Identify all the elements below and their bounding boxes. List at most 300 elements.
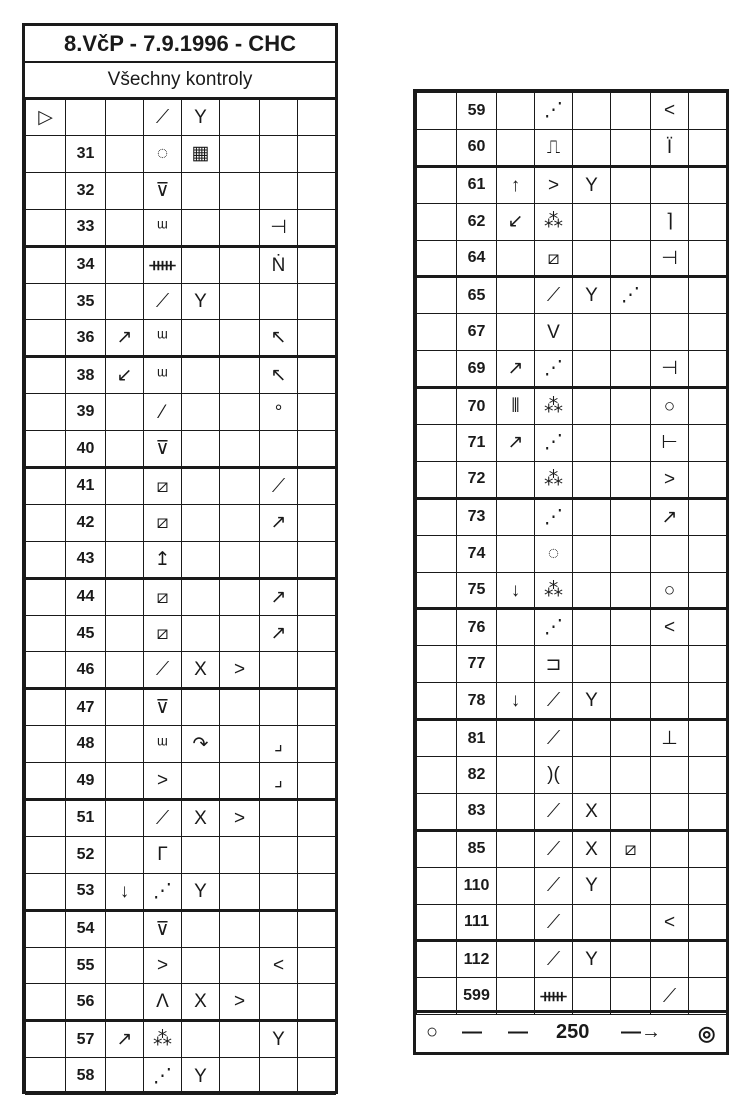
control-row — [26, 984, 336, 1021]
control-symbol-col-6 — [689, 351, 727, 388]
control-row — [26, 357, 336, 394]
control-symbol-col-4: ⧄ — [611, 830, 651, 867]
control-number: 599 — [457, 978, 497, 1015]
control-symbol-col-5: ↖ — [260, 357, 298, 394]
control-symbol-col-2: ᵚ — [144, 209, 182, 246]
control-symbol-col-2: ⧄ — [535, 240, 573, 277]
control-row — [26, 136, 336, 173]
control-number: 42 — [66, 504, 106, 541]
control-symbol-col-5 — [260, 541, 298, 578]
right-blank-cell — [417, 461, 457, 498]
control-symbol-col-1 — [497, 240, 535, 277]
control-number: 70 — [457, 388, 497, 425]
control-symbol-col-2: ⟋ — [535, 683, 573, 720]
control-symbol-col-4 — [611, 646, 651, 683]
control-symbol-col-1 — [106, 947, 144, 984]
control-symbol-col-5: ⊣ — [651, 240, 689, 277]
control-symbol-col-6 — [298, 652, 336, 689]
control-symbol-col-1 — [497, 314, 535, 351]
control-symbol-col-4 — [220, 947, 260, 984]
control-symbol-col-4 — [220, 283, 260, 320]
control-symbol-col-6 — [298, 246, 336, 283]
control-symbol-col-1 — [106, 615, 144, 652]
control-symbol-col-1 — [497, 646, 535, 683]
control-symbol-col-2: ⟋ — [535, 941, 573, 978]
control-symbol-col-3: X — [182, 984, 220, 1021]
right-blank-cell — [417, 683, 457, 720]
control-symbol-col-5 — [651, 867, 689, 904]
control-number: 73 — [457, 498, 497, 535]
control-symbol-col-4 — [220, 172, 260, 209]
control-symbol-col-2: ⊽ — [144, 689, 182, 726]
control-row — [26, 873, 336, 910]
control-symbol-col-4 — [611, 351, 651, 388]
event-title: 8.VčP - 7.9.1996 - CHC — [25, 26, 335, 63]
control-number: 32 — [66, 172, 106, 209]
control-row — [417, 314, 727, 351]
control-row — [26, 836, 336, 873]
left-blank-cell — [26, 1058, 66, 1095]
control-row — [417, 93, 727, 130]
control-symbol-col-2: ⋰ — [144, 1058, 182, 1095]
left-blank-cell — [26, 726, 66, 763]
control-symbol-col-6 — [689, 793, 727, 830]
control-symbol-col-5 — [651, 941, 689, 978]
control-symbol-col-2: ⟋ — [535, 867, 573, 904]
control-symbol-col-4 — [611, 757, 651, 794]
control-symbol-col-2: ⧄ — [144, 615, 182, 652]
control-symbol-col-2: ⁄ — [144, 394, 182, 431]
control-symbol-col-4 — [220, 136, 260, 173]
control-symbol-col-2: ⁂ — [144, 1021, 182, 1058]
control-symbol-col-3 — [182, 172, 220, 209]
control-symbol-col-5 — [260, 431, 298, 468]
control-symbol-col-2: ⟋ — [144, 652, 182, 689]
control-symbol-col-3: X — [182, 800, 220, 837]
left-blank-cell — [26, 947, 66, 984]
control-symbol-col-6 — [298, 357, 336, 394]
control-number: 60 — [457, 129, 497, 166]
control-symbol-col-5: ⌟ — [260, 726, 298, 763]
control-symbol-col-1 — [106, 1058, 144, 1095]
control-symbol-col-1 — [497, 93, 535, 130]
control-symbol-col-6 — [298, 947, 336, 984]
control-symbol-col-2: ⟋ — [144, 800, 182, 837]
control-symbol-col-1: ↗ — [497, 351, 535, 388]
control-symbol-col-5: Ṅ — [260, 246, 298, 283]
control-symbol-col-4: > — [220, 800, 260, 837]
control-symbol-col-3 — [182, 394, 220, 431]
control-symbol-col-3: ↷ — [182, 726, 220, 763]
control-symbol-col-2: ⟋ — [535, 277, 573, 314]
right-blank-cell — [417, 166, 457, 203]
control-symbol-col-4 — [220, 1058, 260, 1095]
control-symbol-col-1 — [497, 867, 535, 904]
footer-arrow-icon: —→ — [621, 1021, 661, 1043]
control-symbol-col-2: ᚔ — [144, 246, 182, 283]
control-symbol-col-3 — [182, 246, 220, 283]
control-symbol-col-1 — [497, 830, 535, 867]
control-symbol-col-1 — [497, 609, 535, 646]
control-symbol-col-3 — [182, 1021, 220, 1058]
control-symbol-col-2: ⋰ — [535, 425, 573, 462]
control-symbol-col-1: ↑ — [497, 166, 535, 203]
control-symbol-col-6 — [689, 314, 727, 351]
control-symbol-col-4 — [220, 689, 260, 726]
control-symbol-col-4 — [220, 504, 260, 541]
control-number: 62 — [457, 203, 497, 240]
control-row — [26, 800, 336, 837]
control-number: 81 — [457, 720, 497, 757]
control-symbol-col-6 — [689, 867, 727, 904]
start-col-4: Y — [182, 100, 220, 136]
right-blank-cell — [417, 314, 457, 351]
control-number: 43 — [66, 541, 106, 578]
control-row — [26, 209, 336, 246]
control-symbol-col-4 — [220, 246, 260, 283]
control-symbol-col-1: ↗ — [106, 320, 144, 357]
control-symbol-col-2: ⁂ — [535, 388, 573, 425]
control-symbol-col-3 — [182, 947, 220, 984]
control-symbol-col-5 — [651, 535, 689, 572]
control-row — [26, 468, 336, 505]
control-symbol-col-6 — [689, 425, 727, 462]
control-symbol-col-1 — [497, 757, 535, 794]
control-symbol-col-5: < — [651, 904, 689, 941]
control-number: 40 — [66, 431, 106, 468]
control-number: 64 — [457, 240, 497, 277]
left-blank-cell — [26, 873, 66, 910]
control-symbol-col-3: X — [573, 830, 611, 867]
control-symbol-col-2: ⁂ — [535, 572, 573, 609]
control-symbol-col-2: ᚔ — [535, 978, 573, 1015]
right-blank-cell — [417, 609, 457, 646]
right-blank-cell — [417, 93, 457, 130]
control-symbol-col-6 — [689, 166, 727, 203]
control-symbol-col-4 — [220, 431, 260, 468]
control-symbol-col-2: ⎍ — [535, 129, 573, 166]
control-symbol-col-6 — [689, 535, 727, 572]
control-symbol-col-5: ⊣ — [260, 209, 298, 246]
control-symbol-col-1: ↗ — [106, 1021, 144, 1058]
control-symbol-col-6 — [298, 689, 336, 726]
control-symbol-col-6 — [689, 720, 727, 757]
control-symbol-col-5: ↗ — [260, 504, 298, 541]
start-triangle-icon: ▷ — [26, 100, 66, 136]
control-symbol-col-4 — [611, 388, 651, 425]
control-row — [26, 726, 336, 763]
right-blank-cell — [417, 646, 457, 683]
control-number: 110 — [457, 867, 497, 904]
control-symbol-col-3 — [182, 615, 220, 652]
control-symbol-col-2: ⧄ — [144, 468, 182, 505]
control-symbol-col-4 — [220, 836, 260, 873]
control-symbol-col-1: ↓ — [106, 873, 144, 910]
control-number: 35 — [66, 283, 106, 320]
control-row — [417, 351, 727, 388]
right-blank-cell — [417, 351, 457, 388]
control-number: 38 — [66, 357, 106, 394]
right-blank-cell — [417, 203, 457, 240]
control-symbol-col-3: Y — [573, 867, 611, 904]
control-symbol-col-6 — [298, 172, 336, 209]
control-symbol-col-2: ᵚ — [144, 357, 182, 394]
control-number: 56 — [66, 984, 106, 1021]
control-row — [26, 541, 336, 578]
control-symbol-col-6 — [689, 572, 727, 609]
control-symbol-col-3 — [182, 468, 220, 505]
control-symbol-col-2: ⋰ — [535, 93, 573, 130]
start-col-7 — [298, 100, 336, 136]
control-symbol-col-5: > — [651, 461, 689, 498]
right-blank-cell — [417, 830, 457, 867]
control-number: 41 — [66, 468, 106, 505]
control-row — [417, 609, 727, 646]
left-blank-cell — [26, 209, 66, 246]
control-symbol-col-4 — [220, 763, 260, 800]
control-symbol-col-3 — [573, 240, 611, 277]
control-symbol-col-2: ⟋ — [535, 830, 573, 867]
control-symbol-col-1 — [106, 431, 144, 468]
left-blank-cell — [26, 1021, 66, 1058]
control-symbol-col-1 — [497, 793, 535, 830]
control-symbol-col-5 — [260, 1058, 298, 1095]
control-symbol-col-5 — [260, 910, 298, 947]
start-col-1 — [66, 100, 106, 136]
control-symbol-col-6 — [298, 836, 336, 873]
control-symbol-col-3 — [182, 578, 220, 615]
control-row — [417, 203, 727, 240]
control-symbol-col-5: ↗ — [651, 498, 689, 535]
control-row — [26, 652, 336, 689]
left-blank-cell — [26, 541, 66, 578]
control-symbol-col-1 — [106, 136, 144, 173]
control-row — [417, 461, 727, 498]
control-symbol-col-3 — [573, 425, 611, 462]
control-row — [26, 1021, 336, 1058]
control-symbol-col-3 — [573, 461, 611, 498]
control-symbol-col-2: ⊐ — [535, 646, 573, 683]
control-number: 61 — [457, 166, 497, 203]
control-symbol-col-3 — [573, 904, 611, 941]
control-row — [26, 172, 336, 209]
control-row — [417, 904, 727, 941]
control-symbol-col-4 — [220, 209, 260, 246]
control-symbol-col-6 — [689, 683, 727, 720]
control-number: 58 — [66, 1058, 106, 1095]
control-symbol-col-3 — [573, 129, 611, 166]
control-symbol-col-6 — [298, 615, 336, 652]
control-number: 78 — [457, 683, 497, 720]
control-symbol-col-3: Y — [573, 683, 611, 720]
control-symbol-col-5: Ï — [651, 129, 689, 166]
right-blank-cell — [417, 941, 457, 978]
control-symbol-col-4 — [220, 394, 260, 431]
control-symbol-col-4 — [611, 240, 651, 277]
control-row — [417, 793, 727, 830]
control-symbol-col-5 — [260, 172, 298, 209]
control-row — [26, 689, 336, 726]
control-symbol-col-6 — [298, 209, 336, 246]
control-row — [26, 910, 336, 947]
control-symbol-col-2: > — [144, 947, 182, 984]
left-blank-cell — [26, 136, 66, 173]
control-number: 111 — [457, 904, 497, 941]
control-symbol-col-5: ○ — [651, 572, 689, 609]
control-symbol-col-6 — [298, 578, 336, 615]
control-symbol-col-6 — [689, 129, 727, 166]
control-symbol-col-1 — [106, 394, 144, 431]
control-symbol-col-4 — [611, 572, 651, 609]
control-symbol-col-3 — [573, 498, 611, 535]
start-row — [26, 100, 336, 136]
left-blank-cell — [26, 615, 66, 652]
control-symbol-col-6 — [298, 800, 336, 837]
control-symbol-col-6 — [298, 541, 336, 578]
control-symbol-col-2: ◌ — [535, 535, 573, 572]
control-number: 46 — [66, 652, 106, 689]
control-symbol-col-3 — [182, 209, 220, 246]
control-row — [417, 425, 727, 462]
control-symbol-col-4 — [611, 461, 651, 498]
control-symbol-col-6 — [298, 468, 336, 505]
control-symbol-col-4 — [220, 578, 260, 615]
control-symbol-col-4 — [611, 867, 651, 904]
control-symbol-col-5: ⌉ — [651, 203, 689, 240]
control-symbol-col-4 — [220, 320, 260, 357]
control-symbol-col-3 — [182, 836, 220, 873]
control-row — [417, 129, 727, 166]
control-symbol-col-4 — [611, 166, 651, 203]
control-symbol-col-1 — [106, 172, 144, 209]
control-symbol-col-1: ↗ — [497, 425, 535, 462]
control-symbol-col-1 — [106, 283, 144, 320]
control-symbol-col-6 — [689, 277, 727, 314]
control-symbol-col-5: ⟋ — [651, 978, 689, 1015]
control-number: 83 — [457, 793, 497, 830]
control-symbol-col-3 — [182, 431, 220, 468]
control-symbol-col-6 — [298, 394, 336, 431]
left-blank-cell — [26, 578, 66, 615]
control-row — [26, 578, 336, 615]
control-row — [417, 720, 727, 757]
control-symbol-col-3 — [182, 320, 220, 357]
control-row — [417, 683, 727, 720]
control-symbol-col-5: ↗ — [260, 615, 298, 652]
control-symbol-col-3 — [573, 757, 611, 794]
control-symbol-col-2: ◌ — [144, 136, 182, 173]
control-symbol-col-5 — [260, 652, 298, 689]
control-symbol-col-1: ↓ — [497, 572, 535, 609]
control-symbol-col-5: ↗ — [260, 578, 298, 615]
start-col-2 — [106, 100, 144, 136]
control-number: 69 — [457, 351, 497, 388]
control-number: 55 — [66, 947, 106, 984]
control-row — [417, 535, 727, 572]
control-symbol-col-2: ⧄ — [144, 504, 182, 541]
control-symbol-col-1 — [497, 941, 535, 978]
control-symbol-col-6 — [298, 504, 336, 541]
control-symbol-col-5: ↖ — [260, 320, 298, 357]
left-blank-cell — [26, 357, 66, 394]
control-row — [417, 646, 727, 683]
control-symbol-col-6 — [689, 646, 727, 683]
control-symbol-col-4 — [220, 615, 260, 652]
control-symbol-col-3 — [573, 535, 611, 572]
control-symbol-col-6 — [689, 830, 727, 867]
control-symbol-col-2: > — [535, 166, 573, 203]
control-number: 34 — [66, 246, 106, 283]
control-row — [417, 867, 727, 904]
control-symbol-col-4 — [611, 203, 651, 240]
control-symbol-col-5 — [651, 793, 689, 830]
control-number: 112 — [457, 941, 497, 978]
right-control-card — [413, 89, 729, 1055]
control-number: 85 — [457, 830, 497, 867]
control-row — [417, 240, 727, 277]
control-symbol-col-4 — [611, 609, 651, 646]
right-blank-cell — [417, 388, 457, 425]
control-symbol-col-3 — [573, 314, 611, 351]
control-symbol-col-6 — [298, 1058, 336, 1095]
start-col-6 — [260, 100, 298, 136]
control-symbol-col-4 — [611, 904, 651, 941]
control-symbol-col-6 — [298, 431, 336, 468]
control-symbol-col-4 — [611, 535, 651, 572]
control-symbol-col-1 — [106, 652, 144, 689]
left-blank-cell — [26, 283, 66, 320]
control-row — [417, 277, 727, 314]
control-symbol-col-5: ° — [260, 394, 298, 431]
control-symbol-col-3: Y — [182, 873, 220, 910]
control-symbol-col-3 — [182, 541, 220, 578]
right-blank-cell — [417, 277, 457, 314]
control-symbol-col-6 — [689, 240, 727, 277]
control-symbol-col-1 — [106, 689, 144, 726]
control-symbol-col-3: Y — [182, 283, 220, 320]
control-symbol-col-6 — [689, 904, 727, 941]
left-blank-cell — [26, 689, 66, 726]
control-symbol-col-3: Y — [573, 166, 611, 203]
control-symbol-col-5: ⟋ — [260, 468, 298, 505]
control-number: 36 — [66, 320, 106, 357]
control-symbol-col-5 — [260, 283, 298, 320]
control-symbol-col-5: Y — [260, 1021, 298, 1058]
control-symbol-col-4 — [611, 93, 651, 130]
left-blank-cell — [26, 763, 66, 800]
control-symbol-col-5 — [260, 689, 298, 726]
control-symbol-col-2: ↥ — [144, 541, 182, 578]
left-blank-cell — [26, 984, 66, 1021]
control-symbol-col-5: ○ — [651, 388, 689, 425]
control-symbol-col-4 — [220, 541, 260, 578]
control-symbol-col-4 — [220, 1021, 260, 1058]
control-symbol-col-3 — [573, 388, 611, 425]
control-symbol-col-2: ⁂ — [535, 461, 573, 498]
control-number: 31 — [66, 136, 106, 173]
control-symbol-col-3 — [182, 689, 220, 726]
control-symbol-col-1 — [106, 209, 144, 246]
control-symbol-col-3 — [573, 572, 611, 609]
control-number: 48 — [66, 726, 106, 763]
control-symbol-col-2: ⟋ — [535, 793, 573, 830]
control-symbol-col-4 — [611, 793, 651, 830]
control-symbol-col-1 — [106, 763, 144, 800]
control-symbol-col-2: ⋰ — [535, 498, 573, 535]
control-symbol-col-5 — [260, 984, 298, 1021]
start-circle-icon: ○ — [426, 1021, 439, 1043]
control-symbol-col-5 — [651, 683, 689, 720]
